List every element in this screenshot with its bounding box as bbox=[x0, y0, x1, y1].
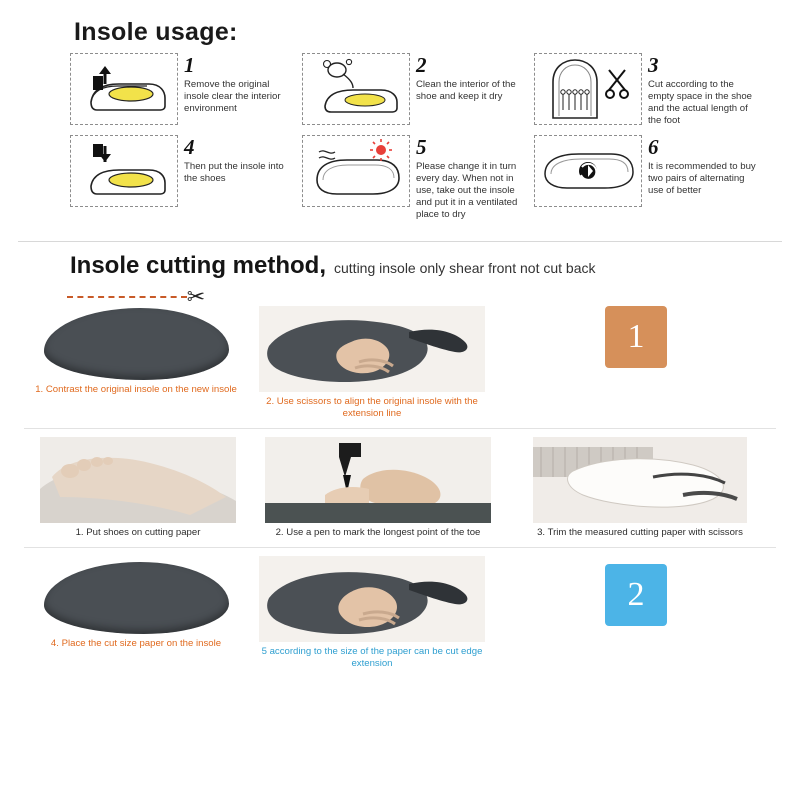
usage-step-2-text-wrap bbox=[416, 53, 528, 103]
insole-scissors-icon bbox=[534, 53, 642, 125]
usage-step-2-number: 2 bbox=[416, 53, 427, 77]
cut-dash-line bbox=[67, 296, 187, 298]
usage-steps-grid bbox=[18, 53, 782, 229]
cutting-group-two bbox=[0, 437, 800, 539]
usage-step-2 bbox=[302, 53, 534, 127]
cutting-rule-1 bbox=[24, 428, 776, 429]
cutting-group-three bbox=[0, 556, 800, 670]
usage-step-5 bbox=[302, 135, 534, 221]
cutting-cell-4 bbox=[256, 437, 500, 539]
usage-step-1 bbox=[70, 53, 302, 127]
rotate-insole-icon bbox=[534, 135, 642, 207]
cutting-cell-1 bbox=[20, 283, 252, 396]
air-dry-insole-icon bbox=[302, 135, 410, 207]
cutting-cell-5 bbox=[500, 437, 780, 539]
usage-step-4-text-wrap bbox=[184, 135, 296, 185]
usage-step-5-text-wrap bbox=[416, 135, 528, 221]
hand-scissors-insole-photo bbox=[259, 306, 485, 392]
cutting-caption-6: 4. Place the cut size paper on the insole bbox=[50, 637, 222, 649]
shoe-cleaning-icon bbox=[302, 53, 410, 125]
trim-paper-scissors-photo bbox=[533, 437, 747, 523]
usage-step-6 bbox=[534, 135, 766, 221]
insole-usage-section bbox=[0, 0, 800, 235]
usage-step-4-number: 4 bbox=[184, 134, 195, 159]
insole-cutting-section bbox=[0, 252, 800, 670]
badge-step-one: 1 bbox=[605, 306, 667, 368]
usage-step-1-desc: Remove the original insole clear the interior environment bbox=[184, 79, 281, 114]
cutting-cell-2 bbox=[252, 288, 492, 420]
usage-step-3-text-wrap bbox=[648, 53, 760, 127]
usage-step-1-number: 1 bbox=[184, 53, 195, 77]
usage-step-6-number: 6 bbox=[648, 134, 659, 159]
shoe-insole-removal-icon bbox=[70, 53, 178, 125]
usage-step-6-desc: It is recommended to buy two pairs of alternating use of better bbox=[648, 160, 756, 196]
usage-step-2-desc: Clean the interior of the shoe and keep it dry bbox=[416, 79, 516, 102]
usage-step-1-text-wrap bbox=[184, 53, 296, 115]
badge-step-two: 2 bbox=[605, 564, 667, 626]
page-title: Insole usage: bbox=[74, 18, 238, 46]
usage-step-5-desc: Please change it in turn every day. When not in use, take out the insole and put it in a ventilated place to dry bbox=[416, 160, 518, 220]
usage-step-6-text-wrap bbox=[648, 135, 760, 197]
scissors-icon: ✂ bbox=[186, 283, 206, 309]
usage-step-4-desc: Then put the insole into the shoes bbox=[184, 160, 284, 184]
cutting-caption-1: 1. Contrast the original insole on the new insole bbox=[35, 383, 237, 395]
cutting-title: Insole cutting method, bbox=[70, 251, 326, 279]
usage-step-5-number: 5 bbox=[416, 134, 427, 159]
paper-on-insole-photo bbox=[44, 562, 229, 634]
cutting-rule-2 bbox=[24, 547, 776, 548]
cutting-cell-7 bbox=[252, 556, 492, 670]
section-divider bbox=[18, 241, 782, 242]
cutting-subtitle: cutting insole only shear front not cut back bbox=[334, 259, 596, 276]
cutting-badge-one-wrap bbox=[492, 288, 780, 368]
cutting-cell-3 bbox=[20, 437, 256, 539]
cutting-caption-2: 2. Use scissors to align the original insole with the extension line bbox=[266, 395, 478, 419]
foot-on-paper-photo bbox=[40, 437, 236, 523]
pen-marking-toe-photo bbox=[265, 437, 491, 523]
cutting-caption-4: 2. Use a pen to mark the longest point of the toe bbox=[275, 526, 481, 538]
usage-step-3-desc: Cut according to the empty space in the shoe and the actual length of the foot bbox=[648, 79, 752, 126]
cutting-caption-7: 5 according to the size of the paper can be cut edge extension bbox=[261, 645, 483, 669]
insole-overlay-photo bbox=[44, 308, 229, 380]
cutting-badge-two-wrap bbox=[492, 556, 780, 626]
insert-insole-icon bbox=[70, 135, 178, 207]
cutting-caption-3: 1. Put shoes on cutting paper bbox=[75, 526, 201, 538]
cutting-title-wrap bbox=[70, 252, 800, 280]
cutting-group-one bbox=[0, 282, 800, 420]
usage-step-3-number: 3 bbox=[648, 53, 659, 77]
cutting-cell-6 bbox=[20, 556, 252, 650]
usage-step-3 bbox=[534, 53, 766, 127]
usage-step-4 bbox=[70, 135, 302, 221]
cutting-caption-5: 3. Trim the measured cutting paper with scissors bbox=[537, 526, 743, 538]
cut-edge-extension-photo bbox=[259, 556, 485, 642]
